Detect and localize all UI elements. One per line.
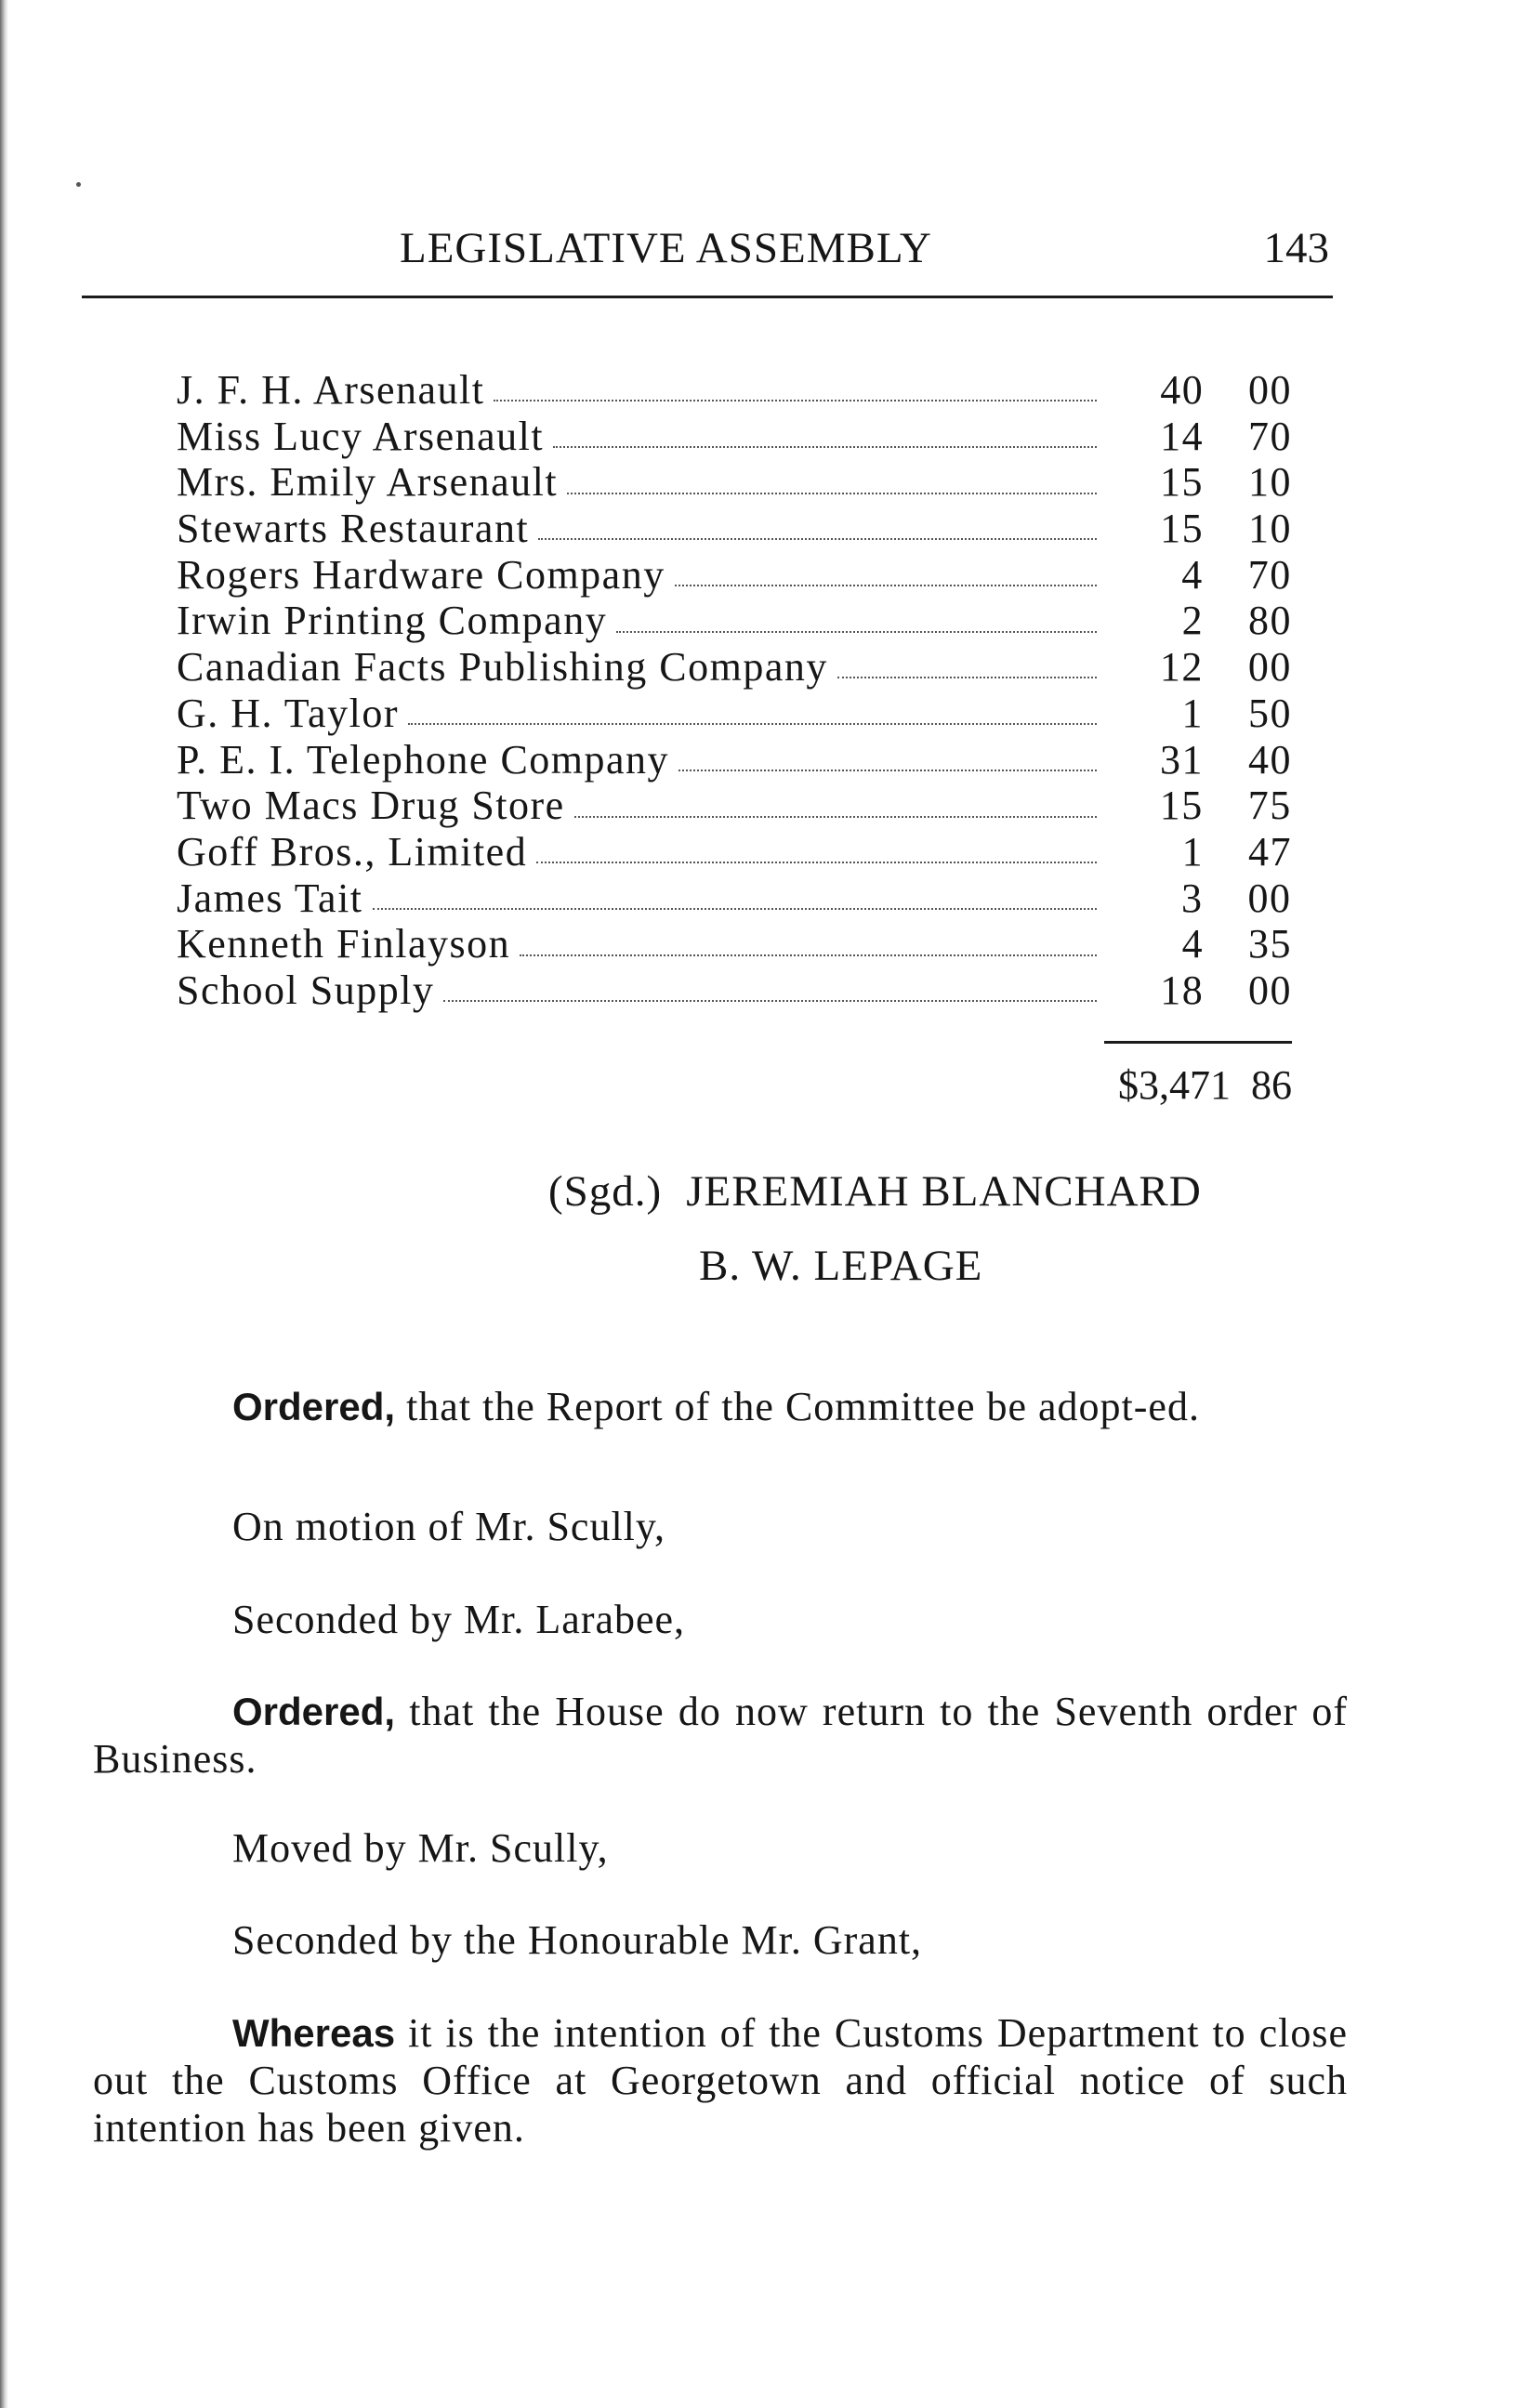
dot-leader (553, 445, 1097, 448)
account-row (177, 552, 1292, 599)
paragraph-text: it is the intention of the Customs Department to close out the Customs Office at Georgetown and official notice of such intention has been given. (93, 2010, 1348, 2151)
account-cents: 70 (1248, 413, 1292, 459)
account-dollars: 2 (1181, 598, 1205, 644)
account-name: Kenneth Finlayson (177, 921, 511, 967)
signatory-blanchard: JEREMIAH BLANCHARD (686, 1167, 1202, 1216)
account-dollars: 15 (1160, 459, 1205, 506)
dot-leader (443, 999, 1097, 1002)
account-cents: 75 (1247, 783, 1292, 829)
account-name: Two Macs Drug Store (177, 783, 565, 829)
account-row (177, 414, 1292, 460)
dot-leader (536, 861, 1097, 863)
dot-leader (538, 537, 1097, 540)
account-name: Stewarts Restaurant (177, 506, 530, 552)
dot-leader (373, 907, 1097, 910)
dot-leader (494, 399, 1097, 401)
account-row (177, 875, 1292, 922)
paragraph-text: that the House do now return to the Seventh order of Business. (93, 1689, 1348, 1782)
dot-leader (408, 722, 1097, 725)
account-name: James Tait (177, 875, 363, 921)
account-cents: 47 (1248, 828, 1292, 875)
paragraph-whereas (93, 2009, 1348, 2151)
account-name: G. H. Taylor (177, 690, 399, 736)
header-rule (82, 296, 1333, 298)
paragraph-seconded-grant: Seconded by the Honourable Mr. Grant, (232, 1917, 923, 1963)
account-name: Canadian Facts Publishing Company (177, 644, 828, 691)
dot-leader (678, 769, 1097, 771)
account-name: P. E. I. Telephone Company (177, 736, 670, 783)
paragraph-motion: On motion of Mr. Scully, (232, 1504, 666, 1549)
paragraph-lead-whereas: Whereas (232, 2011, 396, 2055)
account-dollars: 40 (1160, 367, 1205, 413)
account-name: Rogers Hardware Company (177, 551, 665, 598)
account-name: Miss Lucy Arsenault (177, 413, 545, 459)
account-cents: 10 (1248, 506, 1292, 552)
account-cents: 10 (1248, 459, 1292, 506)
account-dollars: 3 (1181, 875, 1204, 921)
account-dollars: 4 (1181, 551, 1204, 598)
signed-prefix: (Sgd.) (548, 1167, 663, 1216)
account-dollars: 14 (1160, 413, 1205, 459)
account-row (177, 506, 1292, 552)
account-row (177, 367, 1292, 414)
running-head-title: LEGISLATIVE ASSEMBLY (400, 224, 932, 272)
account-row (177, 829, 1292, 875)
account-dollars: 15 (1159, 783, 1204, 829)
total-amount (1022, 1061, 1292, 1109)
account-cents: 40 (1248, 736, 1292, 783)
signature-line-1 (548, 1166, 1202, 1217)
accounts-list (177, 367, 1292, 1014)
paragraph-lead-ordered: Ordered, (232, 1385, 396, 1428)
running-head (84, 223, 1329, 288)
account-dollars: 1 (1181, 690, 1204, 736)
dot-leader (675, 584, 1097, 586)
account-dollars: 4 (1181, 921, 1205, 967)
account-cents: 00 (1248, 967, 1292, 1013)
account-dollars: 12 (1159, 644, 1204, 691)
dot-leader (520, 954, 1097, 956)
total-rule (1104, 1041, 1292, 1044)
account-row (177, 921, 1292, 967)
account-dollars: 31 (1160, 736, 1205, 783)
account-row (177, 737, 1292, 783)
paragraph-text: that the Report of the Committee be adopt-ed. (395, 1384, 1200, 1429)
dot-leader (616, 630, 1097, 633)
account-row (177, 783, 1292, 829)
account-cents: 35 (1248, 921, 1292, 967)
total-dollars: $3,471 (1118, 1062, 1231, 1108)
account-cents: 70 (1247, 551, 1292, 598)
account-cents: 80 (1248, 598, 1292, 644)
paragraph-ordered-return (93, 1688, 1348, 1783)
paragraph-seconded: Seconded by Mr. Larabee, (232, 1597, 686, 1642)
account-name: Goff Bros., Limited (177, 828, 528, 875)
account-name: Mrs. Emily Arsenault (177, 459, 559, 506)
account-row (177, 459, 1292, 506)
account-row (177, 967, 1292, 1014)
account-cents: 00 (1247, 875, 1292, 921)
paragraph-ordered-adopted (93, 1383, 1348, 1430)
signatory-lepage: B. W. LEPAGE (699, 1242, 983, 1290)
account-dollars: 1 (1181, 828, 1205, 875)
account-cents: 50 (1247, 690, 1292, 736)
page-number: 143 (1263, 224, 1329, 272)
dot-leader (574, 815, 1097, 818)
account-dollars: 15 (1160, 506, 1205, 552)
account-name: J. F. H. Arsenault (177, 367, 485, 413)
account-name: School Supply (177, 967, 435, 1013)
account-cents: 00 (1247, 644, 1292, 691)
paragraph-lead-ordered: Ordered, (232, 1690, 396, 1733)
dot-leader (837, 676, 1097, 678)
paragraph-moved: Moved by Mr. Scully, (232, 1825, 609, 1871)
account-name: Irwin Printing Company (177, 598, 608, 644)
account-row (177, 691, 1292, 737)
account-cents: 00 (1248, 367, 1292, 413)
account-row (177, 598, 1292, 644)
page-edge-shadow (0, 0, 8, 2408)
dot-leader (567, 492, 1097, 494)
total-cents: 86 (1251, 1062, 1292, 1108)
scan-speck (76, 182, 81, 187)
account-dollars: 18 (1160, 967, 1205, 1013)
account-row (177, 644, 1292, 691)
